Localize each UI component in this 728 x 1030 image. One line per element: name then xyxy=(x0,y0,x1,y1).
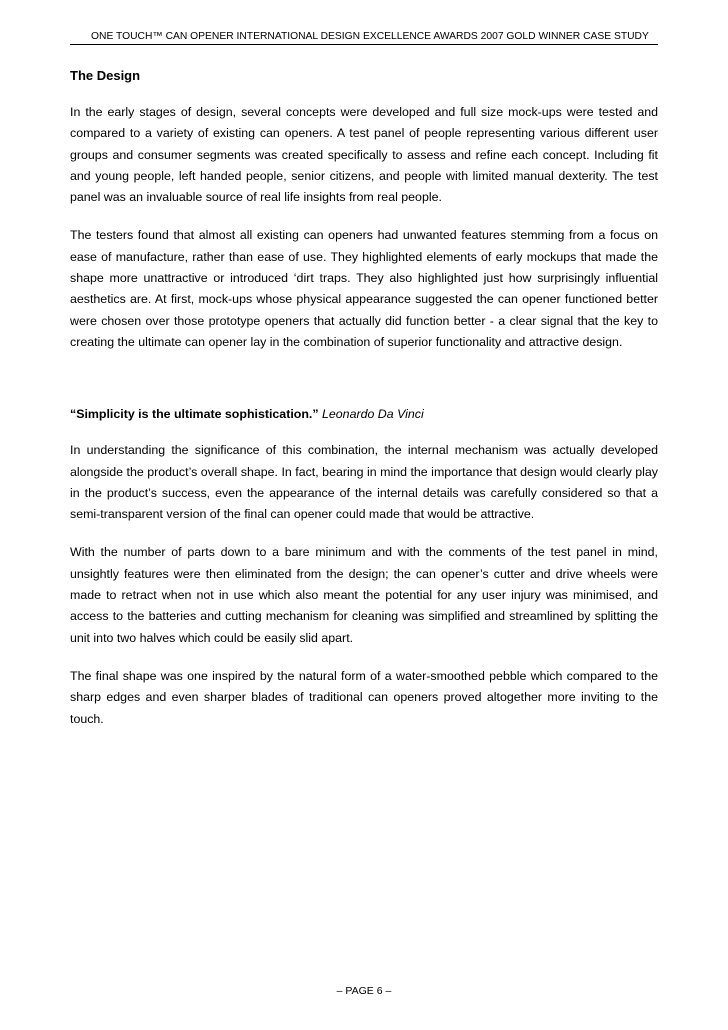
paragraph-internal-mechanism: In understanding the significance of this combination, the internal mechanism was actually developed alongside the product’s overall shape. In fact, bearing in mind the importance that design would clearly play in the product’s success, even the appearance of the internal details was carefully considered so that a semi-transparent version of the final can opener could made that would be attractive. xyxy=(70,443,658,522)
quote-text: “Simplicity is the ultimate sophistication.” xyxy=(70,407,319,422)
page-number: – PAGE 6 – xyxy=(336,985,392,997)
paragraph-testers-findings: The testers found that almost all existing can openers had unwanted features stemming from a focus on ease of manufacture, rather than ease of use. They highlighted elements of early mockups that made the shape more unattractive or introduced ‘dirt traps. They also highlighted just how surprisingly influential aesthetics are. At first, mock-ups whose physical appearance suggested the can opener functioned better were chosen over those prototype openers that actually did function better - a clear signal that the key to creating the ultimate can opener lay in the combination of superior functionality and attractive design. xyxy=(70,228,658,349)
paragraph-design-intro: In the early stages of design, several concepts were developed and full size mock-ups were tested and compared to a variety of existing can openers. A test panel of people representing various different user groups and consumer segments was created specifically to assess and refine each concept. Including fit and young people, left handed people, senior citizens, and people with limited manual dexterity. The test panel was an invaluable source of real life insights from real people. xyxy=(70,105,658,205)
page-content xyxy=(70,66,658,730)
quote-author: Leonardo Da Vinci xyxy=(322,407,424,422)
pull-quote xyxy=(70,404,658,424)
paragraph-final-shape: The final shape was one inspired by the natural form of a water-smoothed pebble which compared to the sharp edges and even sharper blades of traditional can openers proved altogether more inviting to the touch. xyxy=(70,668,658,726)
paragraph-parts-minimum: With the number of parts down to a bare minimum and with the comments of the test panel in mind, unsightly features were then eliminated from the design; the can opener’s cutter and drive wheels were made to retract when not in use which also meant the potential for any user injury was minimised, and access to the batteries and cutting mechanism for cleaning was simplified and streamlined by splitting the unit into two halves which could be easily slid apart. xyxy=(70,545,658,645)
running-header xyxy=(70,30,658,45)
section-heading: The Design xyxy=(70,68,141,83)
running-header-title: ONE TOUCH™ CAN OPENER INTERNATIONAL DESIGN EXCELLENCE AWARDS 2007 GOLD WINNER CASE STUDY xyxy=(91,31,649,42)
